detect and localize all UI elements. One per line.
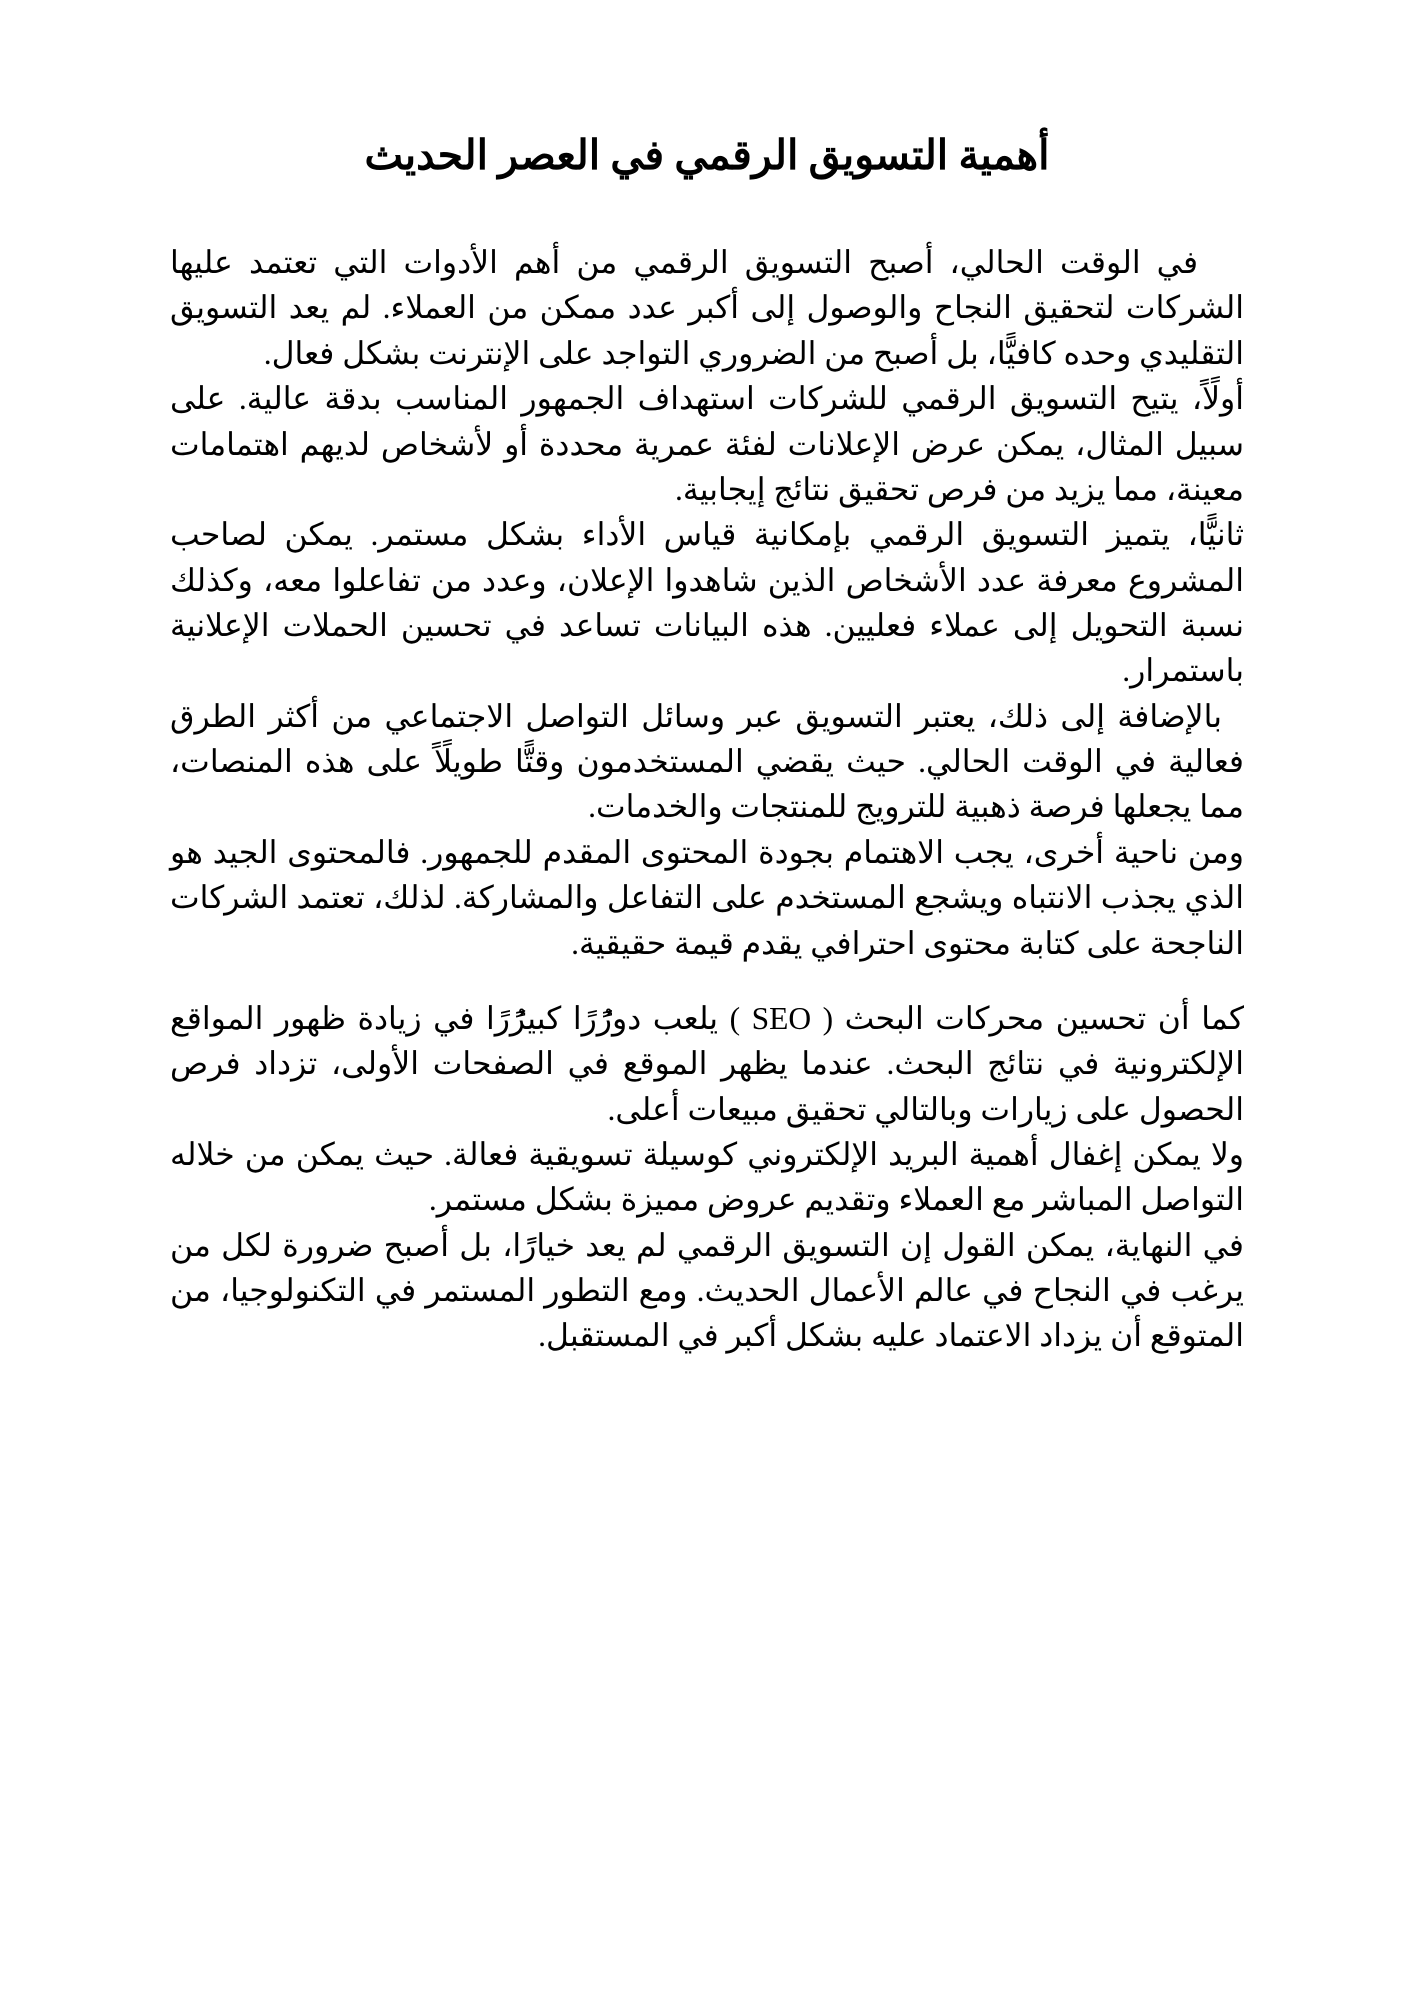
paragraph-second-point: ثانيًّا، يتميز التسويق الرقمي بإمكانية قياس الأداء بشكل مستمر. يمكن لصاحب المشروع معرفة عدد الأشخاص الذين شاهدوا الإعلان، وعدد من تفاعلوا معه، وكذلك نسبة التحويل إلى عملاء فعليين. هذه البيانات تساعد في تحسين الحملات الإعلانية باستمرار. xyxy=(170,517,1244,689)
paragraph-content-quality: ومن ناحية أخرى، يجب الاهتمام بجودة المحتوى المقدم للجمهور. فالمحتوى الجيد هو الذي يجذب الانتباه ويشجع المستخدم على التفاعل والمشاركة. لذلك، تعتمد الشركات الناجحة على كتابة محتوى احترافي يقدم قيمة حقيقية. xyxy=(170,834,1244,961)
page-title: أهمية التسويق الرقمي في العصر الحديث xyxy=(364,132,1050,178)
paragraph-spacer xyxy=(170,966,1244,996)
paragraph-seo: كما أن تحسين محركات البحث ( SEO ) يلعب دورًُرًا كبيرًُرًا في زيادة ظهور المواقع الإلكترونية في نتائج البحث. عندما يظهر الموقع في الصفحات الأولى، تزداد فرص الحصول على زيارات وبالتالي تحقيق مبيعات أعلى. xyxy=(170,1000,1245,1127)
paragraph-social-media: بالإضافة إلى ذلك، يعتبر التسويق عبر وسائل التواصل الاجتماعي من أكثر الطرق فعالية في الوقت الحالي. حيث يقضي المستخدمون وقتًّا طويلًاً على هذه المنصات، مما يجعلها فرصة ذهبية للترويج للمنتجات والخدمات. xyxy=(170,698,1244,825)
paragraph-intro: في الوقت الحالي، أصبح التسويق الرقمي من أهم الأدوات التي تعتمد عليها الشركات لتحقيق النجاح والوصول إلى أكبر عدد ممكن من العملاء. لم يعد التسويق التقليدي وحده كافيًّا، بل أصبح من الضروري التواجد على الإنترنت بشكل فعال. xyxy=(170,245,1244,371)
paragraph-conclusion: في النهاية، يمكن القول إن التسويق الرقمي لم يعد خيارًًا، بل أصبح ضرورة لكل من يرغب في النجاح في عالم الأعمال الحديث. ومع التطور المستمر في التكنولوجيا، من المتوقع أن يزداد الاعتماد عليه بشكل أكبر في المستقبل. xyxy=(170,1227,1244,1354)
document-body xyxy=(170,128,1244,1359)
paragraph-first-point: أولًاً، يتيح التسويق الرقمي للشركات استهداف الجمهور المناسب بدقة عالية. على سبيل المثال، يمكن عرض الإعلانات لفئة عمرية محددة أو لأشخاص لديهم اهتمامات معينة، مما يزيد من فرص تحقيق نتائج إيجابية. xyxy=(170,381,1244,507)
paragraph-email: ولا يمكن إغفال أهمية البريد الإلكتروني كوسيلة تسويقية فعالة. حيث يمكن من خلاله التواصل المباشر مع العملاء وتقديم عروض مميزة بشكل مستمر. xyxy=(170,1136,1244,1218)
